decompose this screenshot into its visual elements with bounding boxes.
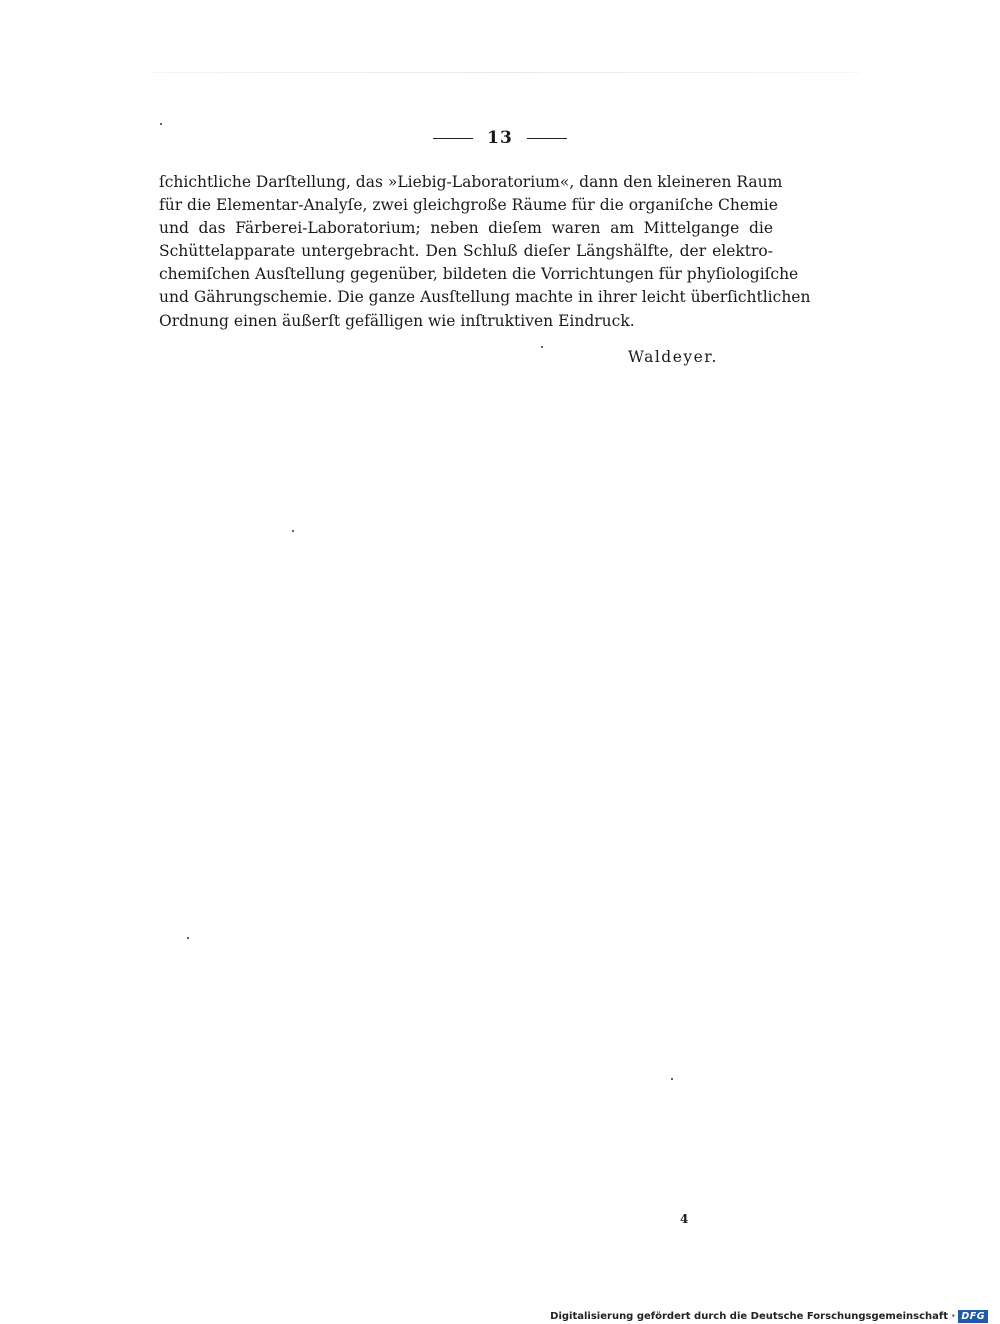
signature-mark: 4 [680,1212,689,1226]
digitization-footer [550,1310,988,1323]
text-line: und Gährungschemie. Die ganze Ausſtellung machte in ihrer leicht überſichtlichen [159,288,811,307]
text-line: chemiſchen Ausſtellung gegenüber, bildeten die Vorrichtungen für phyſiologiſche [159,265,799,284]
page-number: 13 [487,128,513,148]
header-rule-right [527,138,567,139]
text-line: für die Elementar-Analyſe, zwei gleichgroße Räume für die organiſche Chemie [159,196,778,215]
footer-text: Digitalisierung gefördert durch die Deutsche Forschungsgemeinschaft · [550,1311,956,1322]
scan-speck [671,1078,673,1080]
page-header [0,128,1000,148]
scan-speck [292,530,294,532]
author-signature: Waldeyer. [628,348,718,366]
body-paragraph [159,171,811,333]
text-line: Ordnung einen äußerſt gefälligen wie inſtruktiven Eindruck. [159,311,635,330]
scan-speck [187,937,189,939]
text-line: ſchichtliche Darſtellung, das »Liebig-Laboratorium«, dann den kleineren Raum [159,173,783,191]
scan-speck [541,346,543,348]
text-line: und das Färberei-Laboratorium; neben dieſem waren am Mittelgange die [159,219,773,238]
header-rule-left [433,138,473,139]
scan-speck [160,123,162,125]
scan-artifact-line [150,72,860,73]
text-line: Schüttelapparate untergebracht. Den Schluß dieſer Längshälfte, der elektro- [159,242,773,261]
dfg-logo-icon: DFG [958,1310,988,1323]
